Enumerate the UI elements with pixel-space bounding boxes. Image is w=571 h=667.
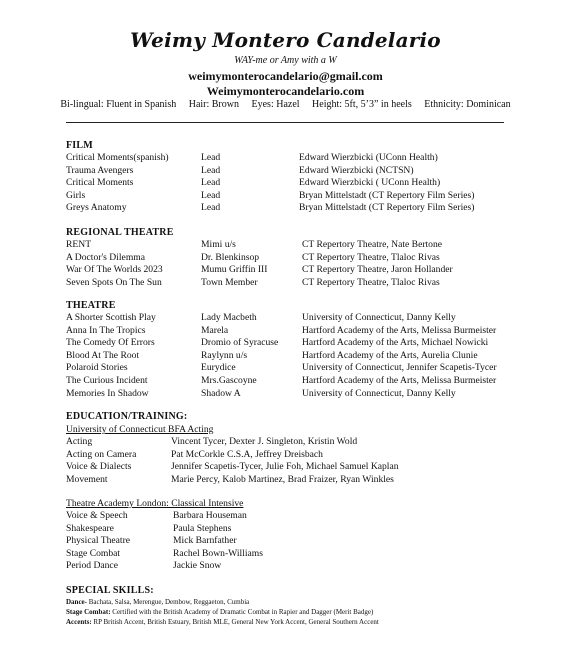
training-instructors: Jackie Snow xyxy=(173,560,222,572)
training-instructors: Vincent Tycer, Dexter J. Singleton, Kristin Wold xyxy=(171,436,358,447)
credit-title: Critical Moments xyxy=(66,177,134,189)
credit-role: Shadow A xyxy=(201,387,241,399)
film-row xyxy=(66,152,506,164)
credit-role: Lady Macbeth xyxy=(201,312,257,323)
stat-height: Height: 5ft, 5’3” in heels xyxy=(312,99,412,110)
credit-role: Mrs.Gascoyne xyxy=(201,375,257,386)
training-instructors: Pat McCorkle C.S.A, Jeffrey Dreisbach xyxy=(171,448,323,460)
skill-dance: Dance- Bachata, Salsa, Merengue, Dembow, Reggaeton, Cumbia xyxy=(66,598,250,606)
stat-language: Bi-lingual: Fluent in Spanish xyxy=(60,99,177,110)
name-pronunciation: WAY-me or Amy with a W xyxy=(234,55,337,66)
film-row xyxy=(66,202,506,214)
training-subject: Movement xyxy=(66,473,108,485)
personal-stats xyxy=(0,99,571,110)
credit-role: Mimi u/s xyxy=(201,239,236,250)
theatre-row xyxy=(66,337,506,349)
credit-role: Marela xyxy=(201,324,229,336)
credit-title: Memories In Shadow xyxy=(66,387,149,399)
actor-name: Weimy Montero Candelario xyxy=(130,28,441,52)
website-address: Weimymonterocandelario.com xyxy=(206,84,365,98)
training-subject: Shakespeare xyxy=(66,522,114,534)
training-instructors: Rachel Bown-Williams xyxy=(173,547,263,559)
email-address: weimymonterocandelario@gmail.com xyxy=(188,69,383,83)
training-instructors: Mick Barnfather xyxy=(173,535,237,547)
film-row xyxy=(66,177,506,189)
credit-title: The Comedy Of Errors xyxy=(66,337,155,349)
credit-role: Lead xyxy=(201,177,221,189)
credit-company: University of Connecticut, Danny Kelly xyxy=(302,312,456,323)
credit-company: University of Connecticut, Danny Kelly xyxy=(302,387,456,399)
credit-title: Trauma Avengers xyxy=(66,164,134,176)
credit-company: CT Repertory Theatre, Jaron Hollander xyxy=(302,264,453,276)
training-subject: Voice & Speech xyxy=(66,510,128,521)
credit-title: RENT xyxy=(66,239,92,250)
credit-company: CT Repertory Theatre, Tlaloc Rivas xyxy=(302,251,440,263)
film-row xyxy=(66,165,506,177)
theatre-row xyxy=(66,325,506,337)
skill-accents: Accents: RP British Accent, British Estuary, British MLE, General New York Accent, General Southern Accent xyxy=(66,618,379,626)
training-subject: Acting xyxy=(66,436,93,447)
regional-heading: REGIONAL THEATRE xyxy=(66,227,174,238)
credit-company: CT Repertory Theatre, Tlaloc Rivas xyxy=(302,276,440,288)
london-program: Theatre Academy London: Classical Intensive xyxy=(66,498,244,509)
theatre-row xyxy=(66,312,506,324)
credit-company: Hartford Academy of the Arts, Aurelia Clunie xyxy=(302,349,478,361)
training-instructors: Marie Percy, Kalob Martinez, Brad Fraizer, Ryan Winkles xyxy=(171,473,394,485)
training-subject: Physical Theatre xyxy=(66,535,131,547)
credit-company: Hartford Academy of the Arts, Michael Nowicki xyxy=(302,337,489,349)
training-subject: Period Dance xyxy=(66,560,118,572)
credit-title: Anna In The Tropics xyxy=(66,324,146,336)
theatre-row xyxy=(66,388,506,400)
credit-company: Bryan Mittelstadt (CT Repertory Film Series) xyxy=(299,202,475,214)
uconn-program: University of Connecticut BFA Acting xyxy=(66,424,214,435)
stat-eyes: Eyes: Hazel xyxy=(251,99,300,110)
regional-row xyxy=(66,277,506,289)
credit-title: A Doctor's Dilemma xyxy=(66,251,145,263)
education-heading: EDUCATION/TRAINING: xyxy=(66,411,188,422)
theatre-row xyxy=(66,362,506,374)
credit-role: Lead xyxy=(201,152,221,163)
credit-role: Lead xyxy=(201,189,221,201)
credit-role: Lead xyxy=(201,164,221,176)
stat-ethnicity: Ethnicity: Dominican xyxy=(424,99,511,110)
credit-role: Lead xyxy=(201,202,221,214)
training-instructors: Paula Stephens xyxy=(173,522,232,534)
credit-title: Greys Anatomy xyxy=(66,202,127,214)
credit-title: Blood At The Root xyxy=(66,349,140,361)
training-subject: Voice & Dialects xyxy=(66,461,132,473)
film-row xyxy=(66,190,506,202)
training-instructors: Jennifer Scapetis-Tycer, Julie Foh, Michael Samuel Kaplan xyxy=(171,461,399,473)
credit-company: Edward Wierzbicki (NCTSN) xyxy=(299,164,414,176)
regional-row xyxy=(66,264,506,276)
skills-heading: SPECIAL SKILLS: xyxy=(66,585,154,596)
credit-role: Mumu Griffin III xyxy=(201,264,268,276)
credit-title: Critical Moments(spanish) xyxy=(66,152,169,163)
credit-role: Dromio of Syracuse xyxy=(201,337,279,349)
stat-hair: Hair: Brown xyxy=(188,99,239,110)
credit-title: A Shorter Scottish Play xyxy=(66,312,156,323)
credit-company: Edward Wierzbicki (UConn Health) xyxy=(299,152,438,163)
theatre-row xyxy=(66,375,506,387)
regional-row xyxy=(66,239,506,251)
skill-stage-combat: Stage Combat: Certified with the British Academy of Dramatic Combat in Rapier and Dagger (Merit Badge) xyxy=(66,608,374,616)
credit-role: Town Member xyxy=(201,276,258,288)
credit-company: Bryan Mittelstadt (CT Repertory Film Series) xyxy=(299,189,475,201)
header-divider xyxy=(66,122,504,123)
training-instructors: Barbara Houseman xyxy=(173,510,247,521)
credit-title: War Of The Worlds 2023 xyxy=(66,264,163,276)
training-subject: Acting on Camera xyxy=(66,448,137,460)
credit-company: University of Connecticut, Jennifer Scapetis-Tycer xyxy=(302,362,497,374)
credit-role: Dr. Blenkinsop xyxy=(201,251,260,263)
regional-row xyxy=(66,252,506,264)
credit-role: Eurydice xyxy=(201,362,236,374)
film-heading: FILM xyxy=(66,140,93,151)
credit-title: The Curious Incident xyxy=(66,375,148,386)
training-subject: Stage Combat xyxy=(66,547,121,559)
credit-company: CT Repertory Theatre, Nate Bertone xyxy=(302,239,443,250)
credit-company: Hartford Academy of the Arts, Melissa Burmeister xyxy=(302,375,497,386)
credit-title: Girls xyxy=(66,189,86,201)
credit-company: Hartford Academy of the Arts, Melissa Burmeister xyxy=(302,324,497,336)
theatre-row xyxy=(66,350,506,362)
credit-role: Raylynn u/s xyxy=(201,349,248,361)
credit-company: Edward Wierzbicki ( UConn Health) xyxy=(299,177,441,189)
credit-title: Polaroid Stories xyxy=(66,362,128,374)
credit-title: Seven Spots On The Sun xyxy=(66,276,162,288)
theatre-heading: THEATRE xyxy=(66,300,116,311)
